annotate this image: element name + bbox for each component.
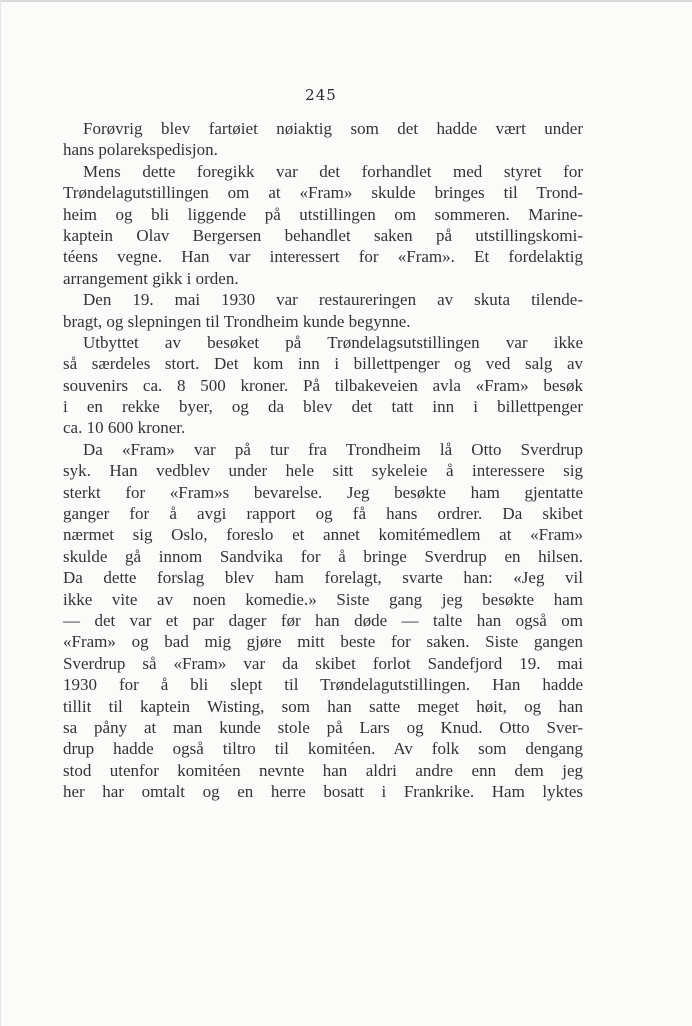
- text-line: nærmet sig Oslo, foreslo et annet komitémedlem at «Fram»: [63, 525, 583, 545]
- text-line: skulde gå innom Sandvika for å bringe Sverdrup en hilsen.: [63, 546, 583, 566]
- text-line: tillit til kaptein Wisting, som han satte meget høit, og han: [63, 696, 583, 716]
- text-line: arrangement gikk i orden.: [63, 268, 239, 288]
- text-line: souvenirs ca. 8 500 kroner. På tilbakeveien avla «Fram» besøk: [63, 375, 583, 395]
- text-line: i en rekke byer, og da blev det tatt inn i billettpenger: [63, 397, 583, 417]
- text-line: her har omtalt og en herre bosatt i Frankrike. Ham lyktes: [63, 782, 583, 802]
- text-line: téens vegne. Han var interessert for «Fram». Et fordelaktig: [63, 247, 583, 267]
- text-line: 1930 for å bli slept til Trøndelagutstillingen. Han hadde: [63, 675, 583, 695]
- text-line: stod utenfor komitéen nevnte han aldri andre enn dem jeg: [63, 760, 583, 780]
- text-line: kaptein Olav Bergersen behandlet saken på utstillingskomi-: [63, 225, 583, 245]
- text-line: så særdeles stort. Det kom inn i billettpenger og ved salg av: [63, 354, 583, 374]
- text-line: hans polarekspedisjon.: [63, 140, 218, 160]
- text-line: Da dette forslag blev ham forelagt, svarte han: «Jeg vil: [63, 568, 583, 588]
- text-line: ca. 10 600 kroner.: [63, 418, 186, 438]
- text-line: ikke vite av noen komedie.» Siste gang jeg besøkte ham: [63, 589, 583, 609]
- page-number: 245: [305, 86, 337, 104]
- text-line: Da «Fram» var på tur fra Trondheim lå Otto Sverdrup: [83, 439, 583, 459]
- text-line: Utbyttet av besøket på Trøndelagsutstillingen var ikke: [83, 332, 583, 352]
- text-line: heim og bli liggende på utstillingen om sommeren. Marine-: [63, 204, 583, 224]
- text-line: Mens dette foregikk var det forhandlet med styret for: [83, 161, 583, 181]
- text-line: Sverdrup så «Fram» var da skibet forlot Sandefjord 19. mai: [63, 653, 583, 673]
- text-line: bragt, og slepningen til Trondheim kunde begynne.: [63, 311, 411, 331]
- text-line: sa påny at man kunde stole på Lars og Knud. Otto Sver-: [63, 717, 583, 737]
- text-line: sterkt for «Fram»s bevarelse. Jeg besøkte ham gjentatte: [63, 482, 583, 502]
- text-line: drup hadde også tiltro til komitéen. Av folk som dengang: [63, 739, 583, 759]
- text-line: syk. Han vedblev under hele sitt sykeleie å interessere sig: [63, 461, 583, 481]
- text-line: Trøndelagutstillingen om at «Fram» skulde bringes til Trond-: [63, 183, 583, 203]
- text-line: — det var et par dager før han døde — talte han også om: [63, 610, 583, 630]
- text-line: Den 19. mai 1930 var restaureringen av skuta tilende-: [83, 290, 583, 310]
- text-line: «Fram» og bad mig gjøre mitt beste for saken. Siste gangen: [63, 632, 583, 652]
- page-top-edge: [1, 0, 692, 2]
- body-text: [63, 118, 583, 803]
- text-line: ganger for å avgi rapport og få hans ordrer. Da skibet: [63, 504, 583, 524]
- text-line: Forøvrig blev fartøiet nøiaktig som det hadde vært under: [83, 119, 583, 138]
